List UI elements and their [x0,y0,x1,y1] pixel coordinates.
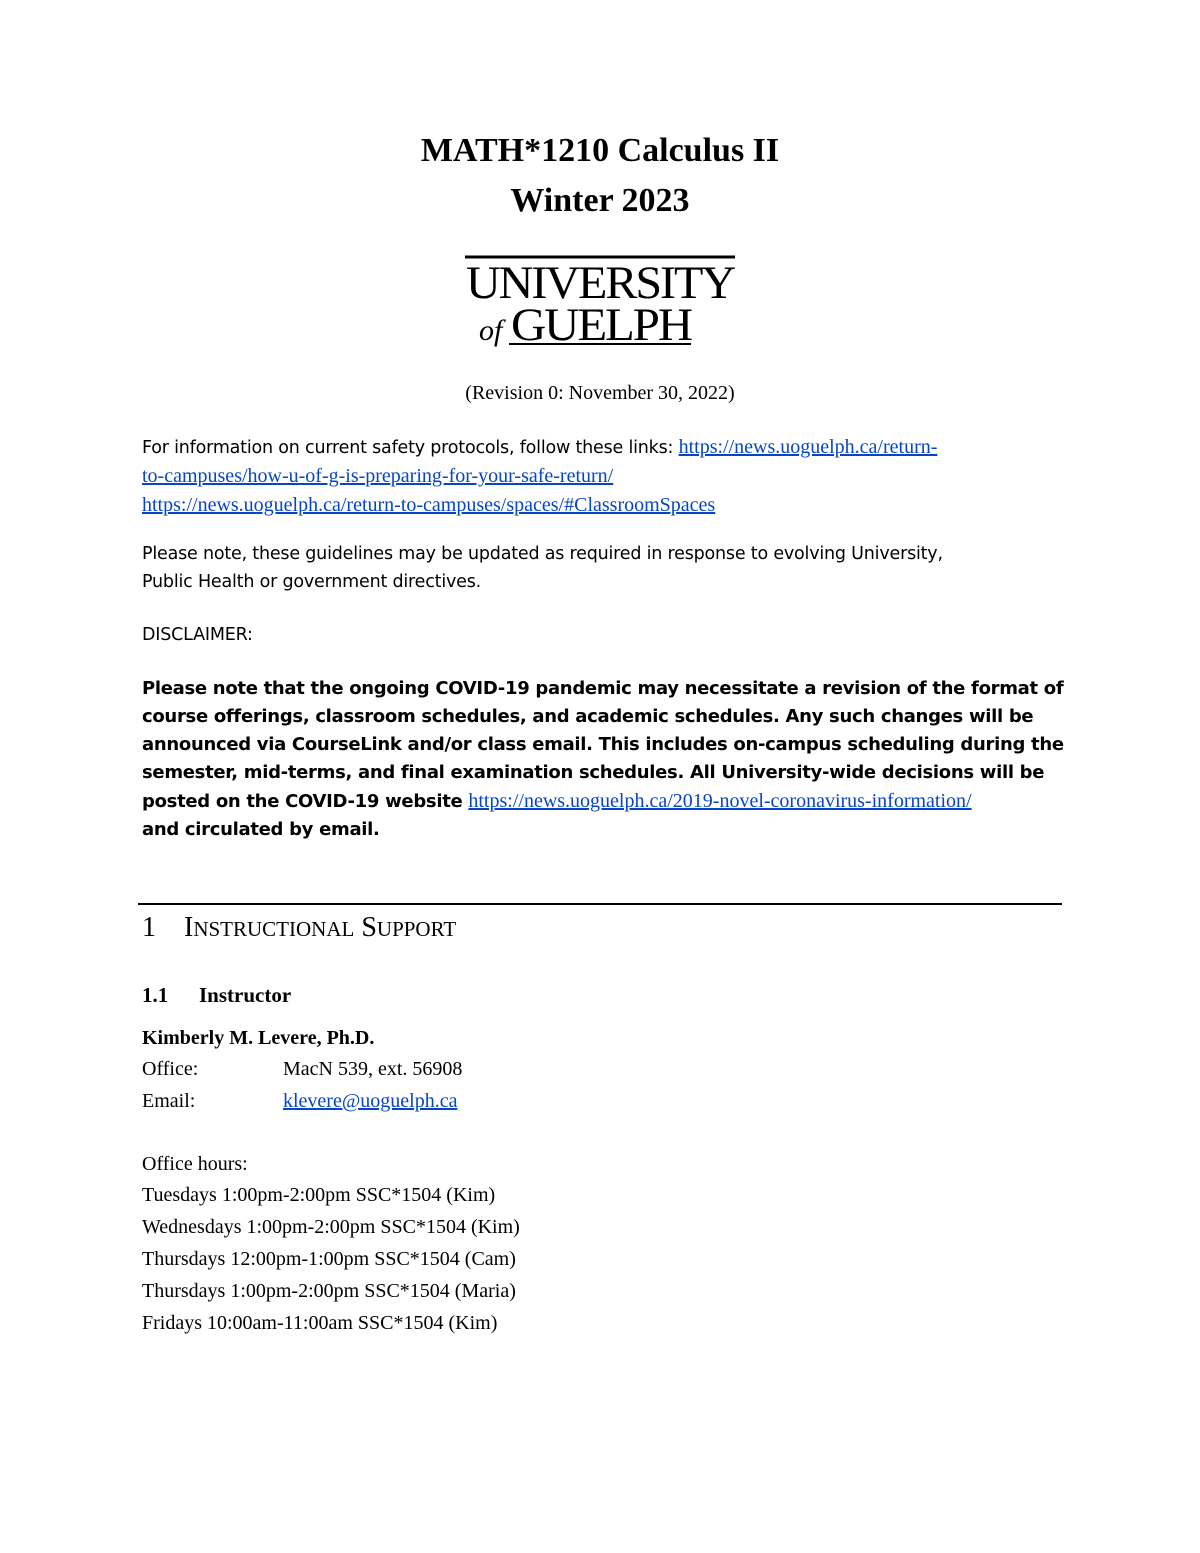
disclaimer-paragraph [142,675,1072,844]
svg-text:GUELPH: GUELPH [511,299,693,351]
email-row [142,1087,457,1115]
subsection-title: Instructor [199,983,292,1007]
disclaimer-line-5-text: posted on the COVID-19 website [142,791,469,812]
safety-link-2[interactable]: https://news.uoguelph.ca/return-to-campuses/spaces/#ClassroomSpaces [142,494,716,516]
office-row [142,1055,462,1083]
office-hours-item: Wednesdays 1:00pm-2:00pm SSC*1504 (Kim) [142,1216,520,1238]
safety-paragraph [142,433,1072,520]
revision-note: (Revision 0: November 30, 2022) [465,382,735,404]
safety-link-1-part2[interactable]: to-campuses/how-u-of-g-is-preparing-for-your-safe-return/ [142,465,614,487]
svg-text:of: of [479,314,503,347]
disclaimer-line-1: Please note that the ongoing COVID-19 pandemic may necessitate a revision of the format of [142,678,1064,699]
disclaimer-line-3: announced via CourseLink and/or class email. This includes on-campus scheduling during the [142,734,1064,755]
subsection-number: 1.1 [142,983,169,1007]
section-title-rest-1: NSTRUCTIONAL [193,917,355,941]
office-hours-item: Tuesdays 1:00pm-2:00pm SSC*1504 (Kim) [142,1184,496,1206]
office-hours-label: Office hours: [142,1153,248,1175]
section-divider [138,903,1062,905]
office-value: MacN 539, ext. 56908 [283,1058,463,1080]
safety-text: For information on current safety protocols, follow these links: [142,438,679,458]
section-title-initial-1: I [184,912,194,943]
section-title-initial-2: S [361,912,377,943]
guidelines-line-2: Public Health or government directives. [142,572,481,592]
disclaimer-line-6: and circulated by email. [142,819,380,840]
university-of-guelph-logo [465,254,737,354]
svg-text:UNIVERSITY: UNIVERSITY [466,257,736,309]
safety-link-1-part1[interactable]: https://news.uoguelph.ca/return- [678,436,938,458]
disclaimer-line-2: course offerings, classroom schedules, and academic schedules. Any such changes will be [142,706,1034,727]
section-heading [142,908,456,949]
guidelines-line-1: Please note, these guidelines may be updated as required in response to evolving University, [142,544,943,564]
covid-info-link[interactable]: https://news.uoguelph.ca/2019-novel-coronavirus-information/ [468,790,972,812]
section-number: 1 [142,912,156,943]
office-hours-item: Thursdays 12:00pm-1:00pm SSC*1504 (Cam) [142,1248,516,1270]
guidelines-paragraph [142,540,1072,596]
office-hours-item: Thursdays 1:00pm-2:00pm SSC*1504 (Maria) [142,1280,516,1302]
section-title-rest-2: UPPORT [376,917,457,941]
office-hours-item: Fridays 10:00am-11:00am SSC*1504 (Kim) [142,1312,498,1334]
instructor-name: Kimberly M. Levere, Ph.D. [142,1027,375,1049]
disclaimer-label: DISCLAIMER: [142,625,253,645]
subsection-heading [142,980,291,1010]
office-label: Office: [142,1058,199,1080]
email-label: Email: [142,1090,196,1112]
course-title: MATH*1210 Calculus II [420,132,780,169]
disclaimer-line-4: semester, mid-terms, and final examination schedules. All University-wide decisions will be [142,762,1045,783]
email-link[interactable]: klevere@uoguelph.ca [283,1090,458,1112]
office-hours-list [142,1181,520,1341]
term-title: Winter 2023 [510,182,690,219]
